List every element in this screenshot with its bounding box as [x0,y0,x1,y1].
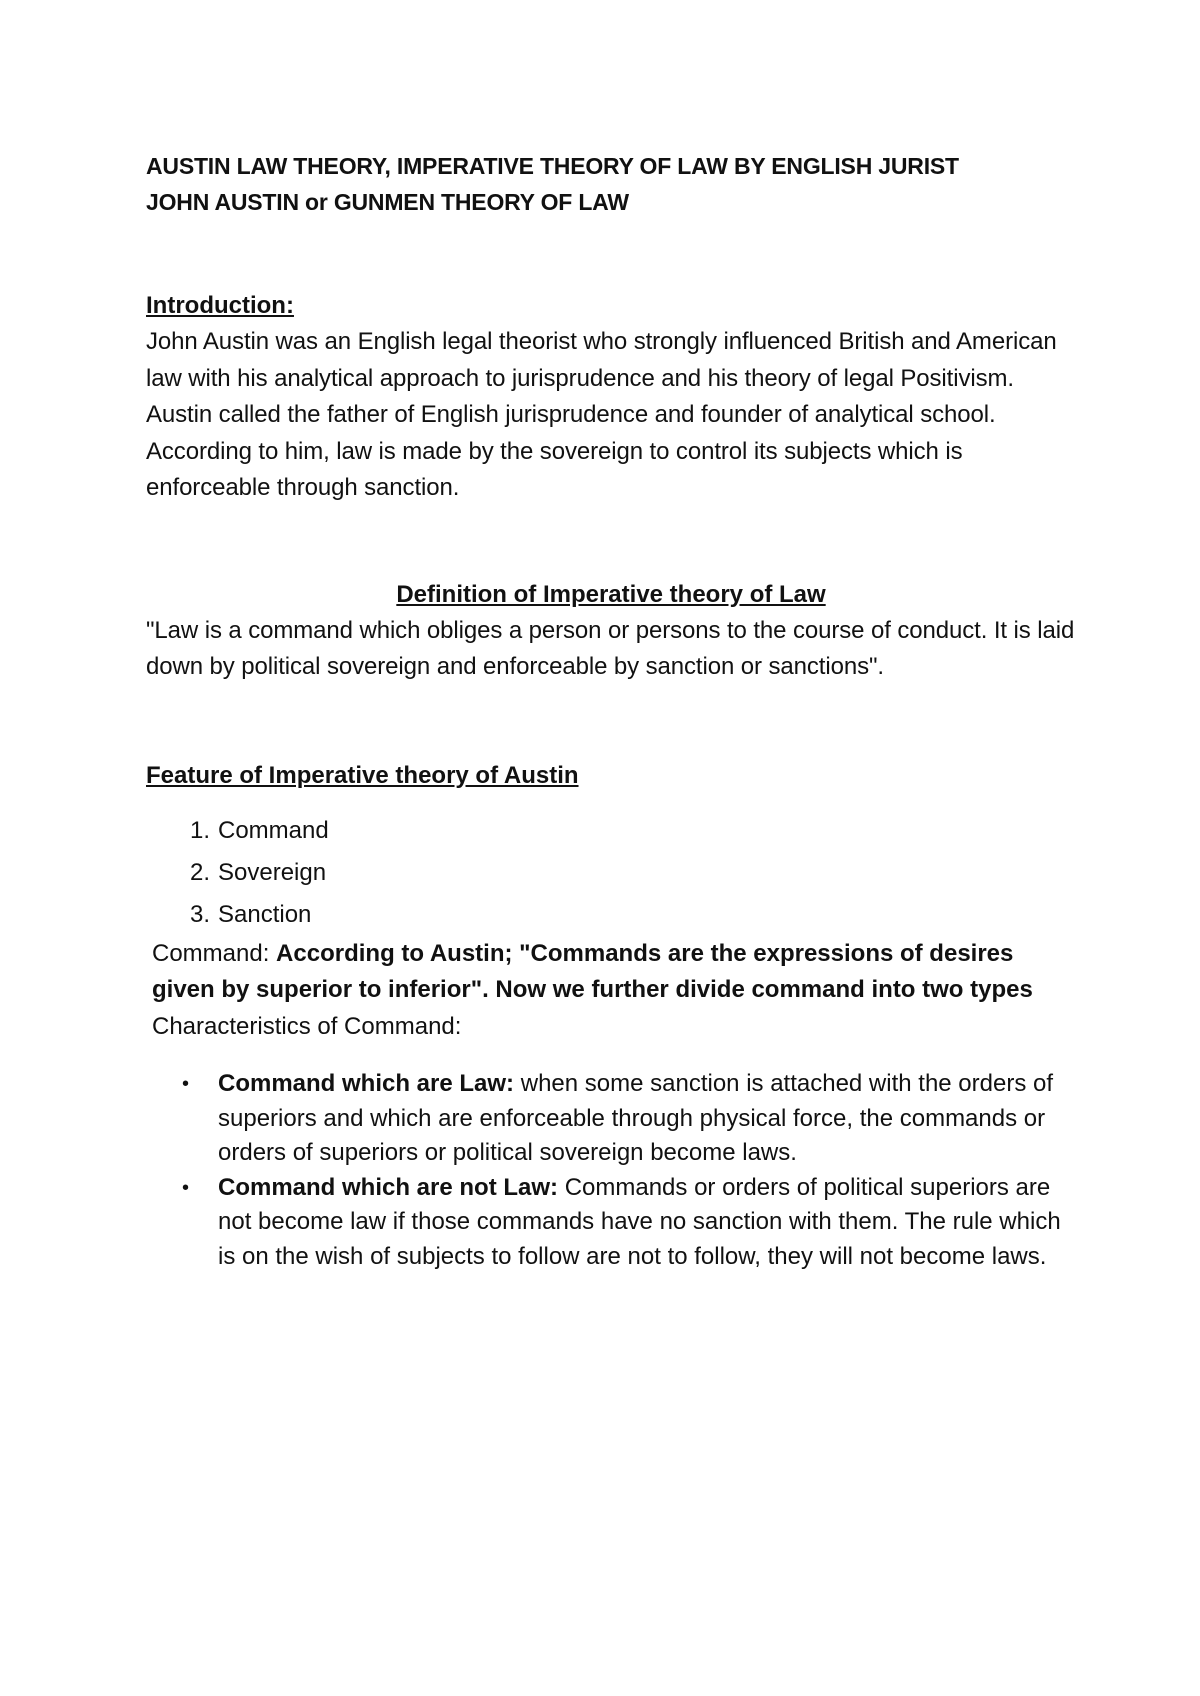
bullet-icon: • [182,1176,190,1199]
command-paragraph [146,936,1076,1009]
list-item-label: Sanction [218,900,312,928]
list-item-label: Sovereign [218,858,327,886]
bullet-description: when some sanction is attached with the orders of superiors and which are enforceable through physical force, the commands or orders of superiors or political sovereign become laws. [218,1070,1054,1166]
command-definition: According to Austin; "Commands are the expressions of desires given by superior to inferior". Now we further divide command into two types [152,939,1033,1003]
title-line-1: AUSTIN LAW THEORY, IMPERATIVE THEORY OF LAW BY ENGLISH JURIST [146,153,959,179]
document-title [146,148,1076,220]
title-line-2: JOHN AUSTIN or GUNMEN THEORY OF LAW [146,189,629,215]
features-heading: Feature of Imperative theory of Austin [146,761,579,789]
document-body [146,148,1076,1274]
list-item-number: 1. [189,816,210,844]
bullet-term: Command which are Law: [218,1070,515,1097]
bullet-text [218,1171,1076,1275]
bullet-item [146,1067,1076,1171]
definition-heading: Definition of Imperative theory of Law [396,580,826,608]
characteristics-label: Characteristics of Command: [152,1012,462,1040]
list-item [146,852,1076,894]
list-item-number: 3. [189,900,210,928]
list-item [146,894,1076,936]
list-item-number: 2. [189,858,210,886]
list-item [146,810,1076,852]
characteristics-list [146,1067,1076,1274]
definition-quote: "Law is a command which obliges a person or persons to the course of conduct. It is laid down by political sovereign and enforceable by sanction or sanctions". [146,616,1075,680]
list-item-label: Command [218,816,329,844]
introduction-paragraph: John Austin was an English legal theorist who strongly influenced British and American law with his analytical approach to jurisprudence and his theory of legal Positivism. Austin called the father of English jurisprudence and founder of analytical school. According to him, law is made by the sovereign to control its subjects which is enforceable through sanction. [146,328,1057,501]
introduction-heading: Introduction: [146,292,294,319]
bullet-text [218,1067,1076,1171]
bullet-description: Commands or orders of political superiors are not become law if those commands have no sanction with them. The rule which is on the wish of subjects to follow are not to follow, they will not become laws. [218,1173,1061,1270]
bullet-icon: • [182,1073,190,1095]
bullet-item [146,1171,1076,1275]
features-list [146,810,1076,936]
command-lead: Command: [152,939,277,967]
bullet-term: Command which are not Law: [218,1173,559,1201]
